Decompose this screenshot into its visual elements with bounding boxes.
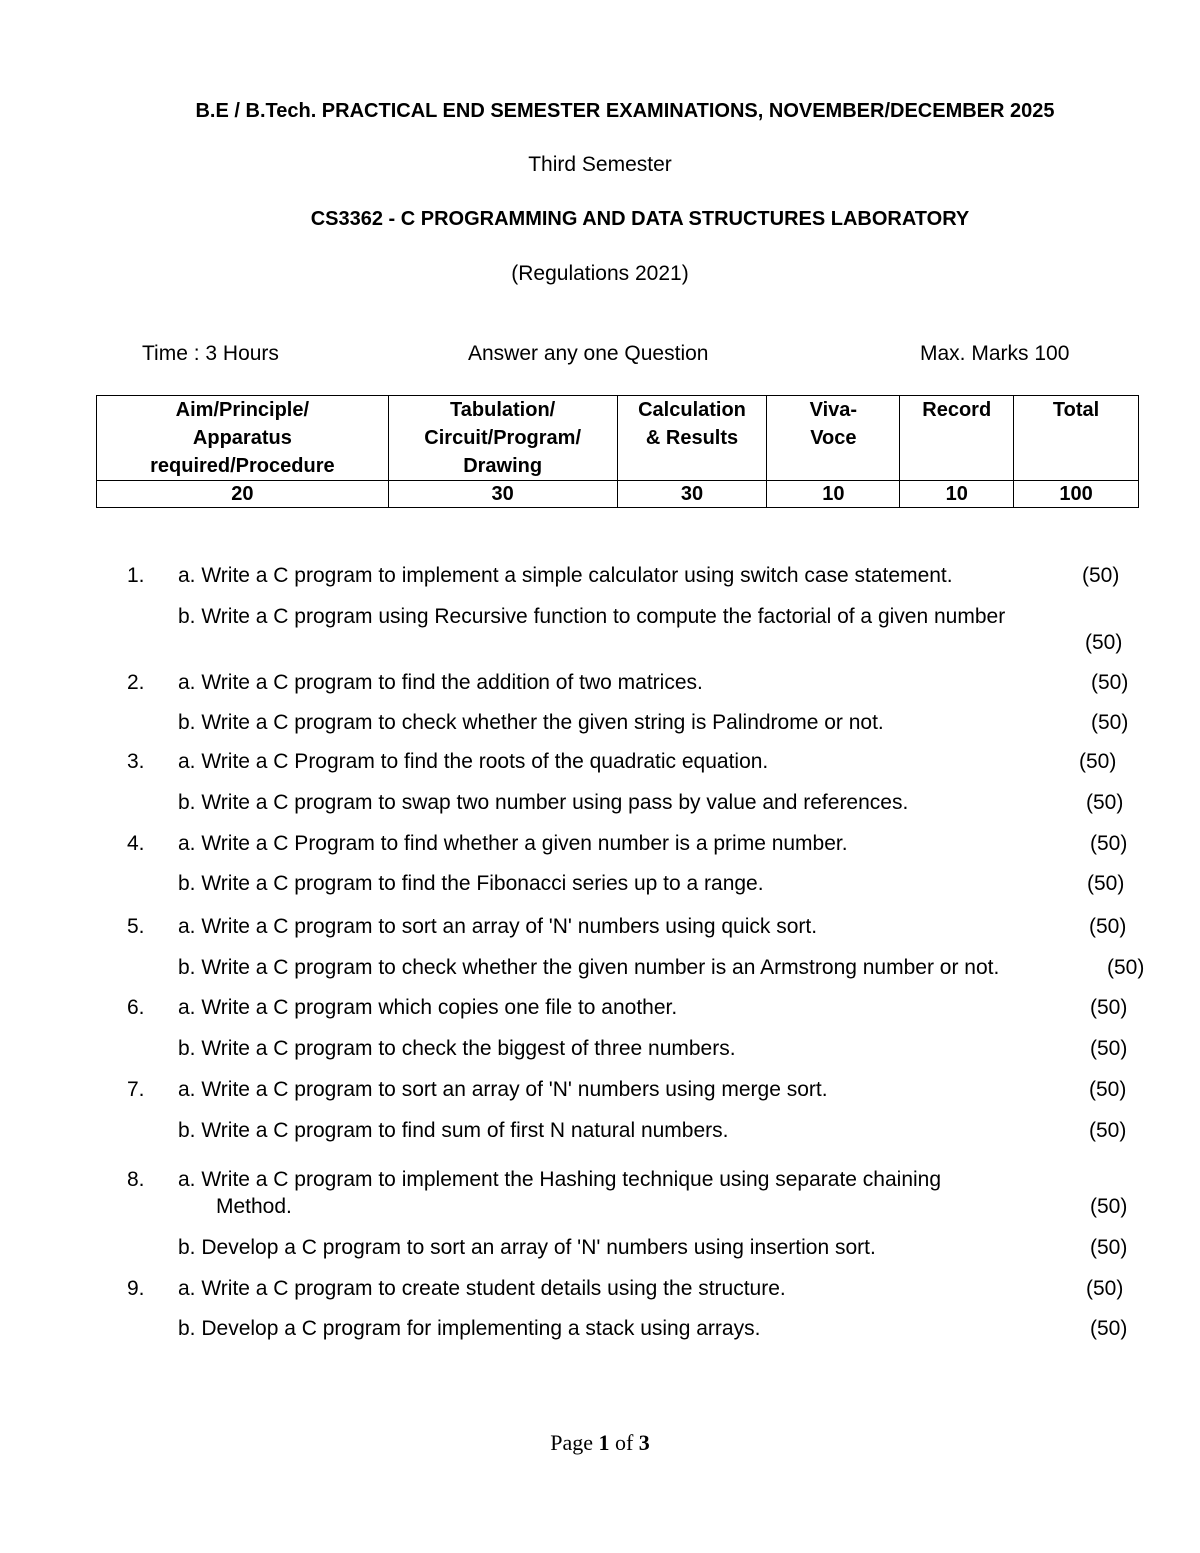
question-number: 5. <box>127 915 145 938</box>
question-marks: (50) <box>1107 956 1145 979</box>
page-number: 1 <box>598 1430 610 1455</box>
question-text: a. Write a C program to implement the Hashing technique using separate chaining <box>178 1168 942 1191</box>
marks-header-record: Record <box>900 396 1014 481</box>
question-marks: (50) <box>1090 996 1128 1019</box>
question-number: 2. <box>127 671 145 694</box>
question-marks: (50) <box>1086 791 1124 814</box>
question-marks: (50) <box>1090 1037 1128 1060</box>
question-number: 6. <box>127 996 145 1019</box>
question-marks: (50) <box>1089 1078 1127 1101</box>
question-text: b. Write a C program to find sum of first N natural numbers. <box>178 1119 729 1142</box>
course-title: CS3362 - C PROGRAMMING AND DATA STRUCTURES LABORATORY <box>310 208 970 230</box>
page-word: Page <box>550 1430 593 1455</box>
marks-value: 10 <box>900 481 1014 508</box>
question-number: 7. <box>127 1078 145 1101</box>
question-text: b. Write a C program to check whether the given number is an Armstrong number or not. <box>178 956 1000 979</box>
marks-header-aim: Aim/Principle/ Apparatus required/Procedure <box>97 396 389 481</box>
marks-header-viva: Viva- Voce <box>767 396 900 481</box>
question-text: a. Write a C program to implement a simple calculator using switch case statement. <box>178 564 953 587</box>
question-marks: (50) <box>1091 711 1129 734</box>
question-text: a. Write a C program to sort an array of 'N' numbers using quick sort. <box>178 915 818 938</box>
of-word: of <box>614 1430 634 1455</box>
question-text: b. Write a C program to swap two number using pass by value and references. <box>178 791 909 814</box>
question-text: b. Write a C program using Recursive function to compute the factorial of a given number <box>178 605 1006 628</box>
question-marks: (50) <box>1085 631 1123 654</box>
question-number: 9. <box>127 1277 145 1300</box>
question-marks: (50) <box>1090 1195 1128 1218</box>
marks-value: 30 <box>388 481 617 508</box>
question-marks: (50) <box>1090 1236 1128 1259</box>
question-text: b. Develop a C program to sort an array of 'N' numbers using insertion sort. <box>178 1236 876 1259</box>
marks-value: 30 <box>617 481 767 508</box>
question-text: b. Write a C program to check the biggest of three numbers. <box>178 1037 736 1060</box>
exam-title: B.E / B.Tech. PRACTICAL END SEMESTER EXAMINATIONS, NOVEMBER/DECEMBER 2025 <box>195 100 1055 122</box>
exam-time: Time : 3 Hours <box>142 342 279 365</box>
question-text: a. Write a C program which copies one file to another. <box>178 996 678 1019</box>
question-text: b. Develop a C program for implementing a stack using arrays. <box>178 1317 761 1340</box>
question-marks: (50) <box>1087 872 1125 895</box>
question-number: 1. <box>127 564 145 587</box>
regulations: (Regulations 2021) <box>511 262 689 285</box>
marks-value: 100 <box>1014 481 1139 508</box>
question-text: b. Write a C program to find the Fibonacci series up to a range. <box>178 872 764 895</box>
question-number: 3. <box>127 750 145 773</box>
semester: Third Semester <box>528 153 672 176</box>
question-text-continued: Method. <box>216 1195 292 1218</box>
question-marks: (50) <box>1082 564 1120 587</box>
marks-table <box>96 395 1139 508</box>
max-marks: Max. Marks 100 <box>920 342 1070 365</box>
question-text: a. Write a C program to create student details using the structure. <box>178 1277 786 1300</box>
question-number: 8. <box>127 1168 145 1191</box>
exam-instruction: Answer any one Question <box>468 342 709 365</box>
question-text: a. Write a C Program to find the roots of the quadratic equation. <box>178 750 769 773</box>
question-marks: (50) <box>1091 671 1129 694</box>
question-marks: (50) <box>1090 1317 1128 1340</box>
question-marks: (50) <box>1090 832 1128 855</box>
question-marks: (50) <box>1089 1119 1127 1142</box>
marks-table-header-row <box>97 396 1139 481</box>
marks-value: 20 <box>97 481 389 508</box>
page-footer <box>0 1430 1200 1456</box>
question-text: a. Write a C Program to find whether a given number is a prime number. <box>178 832 848 855</box>
question-number: 4. <box>127 832 145 855</box>
marks-header-calculation: Calculation & Results <box>617 396 767 481</box>
marks-table-values-row <box>97 481 1139 508</box>
question-text: a. Write a C program to sort an array of 'N' numbers using merge sort. <box>178 1078 828 1101</box>
question-marks: (50) <box>1089 915 1127 938</box>
question-text: a. Write a C program to find the addition of two matrices. <box>178 671 703 694</box>
question-marks: (50) <box>1086 1277 1124 1300</box>
question-text: b. Write a C program to check whether the given string is Palindrome or not. <box>178 711 884 734</box>
marks-header-tabulation: Tabulation/ Circuit/Program/ Drawing <box>388 396 617 481</box>
question-marks: (50) <box>1079 750 1117 773</box>
marks-value: 10 <box>767 481 900 508</box>
marks-header-total: Total <box>1014 396 1139 481</box>
page-total: 3 <box>638 1430 650 1455</box>
